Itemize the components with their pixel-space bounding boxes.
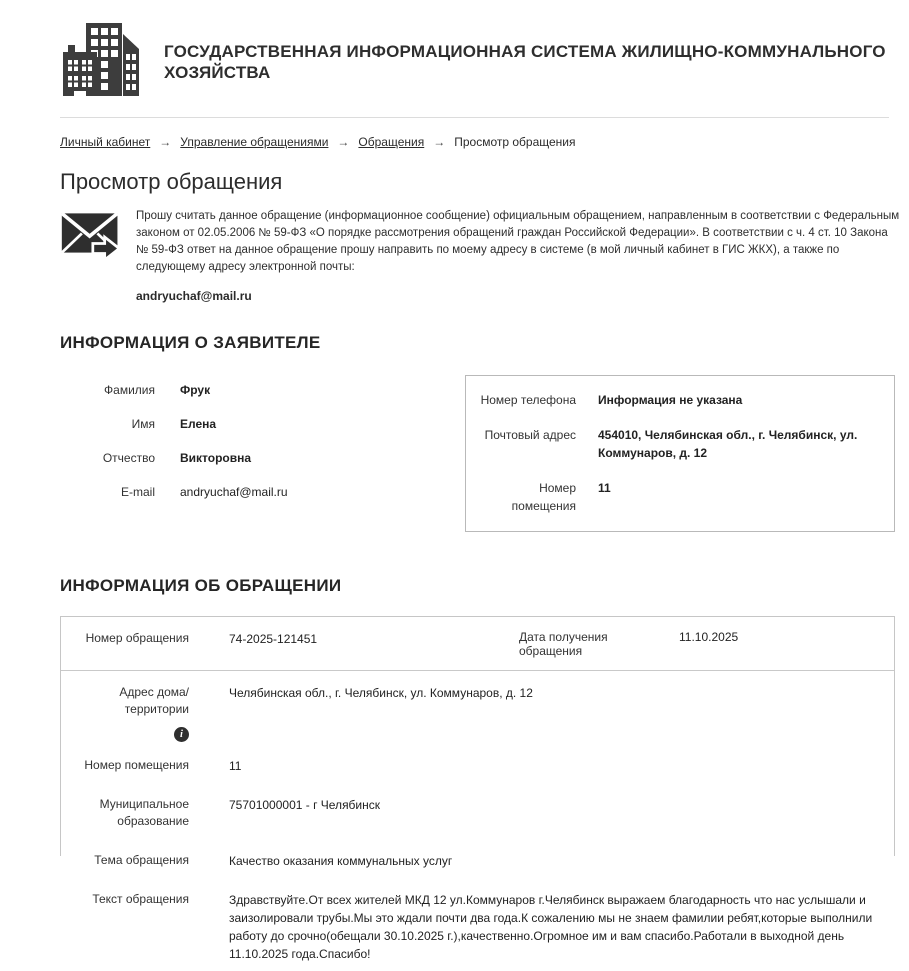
section-title-applicant: ИНФОРМАЦИЯ О ЗАЯВИТЕЛЕ — [60, 333, 321, 353]
field-value: Информация не указана — [598, 393, 743, 408]
field-label: Текст обращения — [92, 891, 189, 906]
table-row-number-and-date — [61, 617, 894, 671]
field-value: Викторовна — [180, 451, 252, 466]
field-label — [71, 684, 189, 742]
buildings-logo-icon — [60, 18, 144, 107]
field-label: Имя — [131, 417, 155, 432]
field-label: Почтовый адрес — [484, 428, 576, 443]
breadcrumb-link-appeals-management[interactable]: Управление обращениями — [180, 135, 329, 149]
field-label: Отчество — [102, 451, 155, 466]
field-value: Здравствуйте.От всех жителей МКД 12 ул.Коммунаров г.Челябинск выражаем благодарность что нас услышали и заизолировали трубы.Мы это ждали почти два года.К сожалению мы не знаем фамилии ребят,которые выполнили работу до срочно(обещали 30.10.2025 г.),качественно.Огромное им и вам спасибо.Работали в выходной день 11.10.2025 года.Спасибо! — [229, 892, 873, 961]
table-row-appeal-text — [61, 878, 894, 971]
applicant-contact-box — [465, 375, 895, 532]
system-title: ГОСУДАРСТВЕННАЯ ИНФОРМАЦИОННАЯ СИСТЕМА ЖИЛИЩНО-КОММУНАЛЬНОГО ХОЗЯЙСТВА — [164, 42, 886, 82]
field-label: Номер телефона — [480, 393, 576, 408]
breadcrumb-separator: → — [159, 135, 172, 149]
appeal-number-label: Номер обращения — [85, 631, 189, 646]
field-label: Муниципальное образование — [99, 797, 189, 829]
field-label: Фамилия — [104, 383, 155, 398]
field-label: E-mail — [120, 485, 155, 500]
breadcrumb-link-personal-cabinet[interactable]: Личный кабинет — [60, 135, 151, 149]
contact-row-postal-address — [476, 427, 876, 462]
outgoing-mail-icon — [60, 208, 122, 303]
page-title: Просмотр обращения — [60, 169, 283, 194]
table-row-address — [61, 671, 894, 744]
table-row-municipality — [61, 783, 894, 839]
section-title-appeal: ИНФОРМАЦИЯ ОБ ОБРАЩЕНИИ — [60, 576, 342, 596]
field-row-lastname — [60, 383, 465, 397]
table-row-premise-number — [61, 744, 894, 783]
field-label: Номер помещения — [84, 758, 189, 773]
field-row-middlename — [60, 451, 465, 465]
field-label: Тема обращения — [94, 852, 189, 867]
breadcrumb — [60, 135, 903, 149]
contact-row-phone — [476, 392, 876, 409]
field-value: Фрук — [180, 383, 211, 398]
breadcrumb-separator: → — [433, 135, 446, 149]
table-row-topic — [61, 839, 894, 878]
field-value: Челябинская обл., г. Челябинск, ул. Коммунаров, д. 12 — [229, 686, 533, 701]
field-row-email — [60, 485, 465, 499]
appeal-info-table — [60, 616, 895, 961]
official-note-text: Прошу считать данное обращение (информационное сообщение) официальным обращением, направленным в соответствии с Федеральным законом от 02.05.2006 № 59-ФЗ «О порядке рассмотрения обращений граждан Российской Федерации». В соответствии с ч. 4 ст. 10 Закона № 59-ФЗ ответ на данное обращение прошу направить по моему адресу в системе (в мой личный кабинет в ГИС ЖКХ), а также по следующему адресу электронной почты: — [136, 210, 900, 274]
breadcrumb-separator: → — [337, 135, 350, 149]
received-date-label: Дата получения обращения — [519, 630, 608, 659]
breadcrumb-link-appeals[interactable]: Обращения — [358, 135, 425, 149]
applicant-name-fields — [60, 375, 465, 519]
field-value: 11 — [598, 481, 611, 496]
field-value: 75701000001 - г Челябинск — [229, 798, 381, 813]
breadcrumb-current: Просмотр обращения — [454, 135, 576, 149]
field-value: 454010, Челябинская обл., г. Челябинск, ул. Коммунаров, д. 12 — [598, 428, 858, 460]
contact-row-premise-number — [476, 480, 876, 515]
field-label-text: Адрес дома/территории — [119, 685, 189, 717]
official-note-block — [60, 208, 901, 303]
info-icon[interactable]: i — [174, 727, 189, 742]
field-value: Качество оказания коммунальных услуг — [229, 853, 453, 868]
field-row-firstname — [60, 417, 465, 431]
field-value: 11 — [229, 759, 242, 774]
official-note-texts — [136, 208, 901, 303]
field-value: Елена — [180, 417, 217, 432]
applicant-info-block — [60, 375, 903, 532]
appeal-number-value: 74-2025-121451 — [229, 632, 318, 647]
site-header — [60, 0, 889, 118]
received-date-value: 11.10.2025 — [679, 630, 739, 645]
official-note-email: andryuchaf@mail.ru — [136, 289, 252, 304]
field-value: andryuchaf@mail.ru — [180, 485, 288, 500]
field-label: Номер помещения — [511, 481, 576, 513]
